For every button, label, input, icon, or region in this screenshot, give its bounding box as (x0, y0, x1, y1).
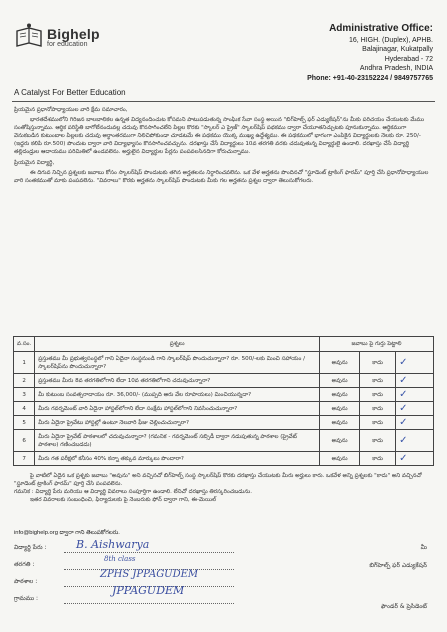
row-number: 5 (14, 416, 35, 430)
header-answer: జవాబు పై గుర్తు పెట్టాలి (320, 337, 434, 352)
tick-mark-icon: ✓ (399, 435, 408, 446)
table-header-row (14, 337, 434, 352)
table-row (14, 352, 434, 374)
letter-paragraph-1: భారతదేశములోని గిరిజన బాలబాలికల ఉన్నత విద్యనందించుట కోసమని పాటుపడుతున్న సాంఘిక సేవా సంస్థ అయిన "బిగ్‌హెల్ప్ ఫర్ ఎడ్యుకేషన్"ను మీకు పరిచయం చేయుటకు మేము సంతోషిస్తున్నాము. ఆర్థిక పరిస్థితి బాగోలేనందువల్ల చదువు కొనసాగించలేని పిల్లల కొరకు "స్కాలర్ ఎ ప్రైజ్" స్కాలర్‌షిప్ పథకము ద్వారా చేయూతనిచ్చుటకు పూనుకున్నాము. ఆర్థికముగా వెనుకబడిన కుటుంబాల పిల్లలకు చదువు అర్థాంతరముగా నిలిచిపోకుండా చూడటమే ఈ పథకము యొక్క ముఖ్య ఉద్దేశ్యము. ఈ పథకములో భాగంగా ఎంపికైన విద్యార్థులకు నెలకు రూ. 250/- (ఇద్దరు కలిపి రూ.500) పొందుట ద్వారా వారి విద్యాభ్యాసం కొనసాగించవచ్చును. దరఖాస్తు చేసే విద్యార్థులు 10వ తరగతి వరకు చదువుతున్న విద్యార్థులై ఉండాలి. దరఖాస్తు చేసే విద్యార్థి తల్లిదండ్రుల ఆదాయము పరిమితిలో ఉండవలెను. అర్హులైన విద్యార్థుల పేర్లను పంపవలసినదిగా కోరుచున్నాము. (14, 117, 425, 156)
table-row (14, 402, 434, 416)
village-label: గ్రామము : (14, 595, 39, 602)
table-row (14, 452, 434, 466)
tick-mark-icon: ✓ (399, 389, 408, 400)
office-address (233, 24, 433, 83)
village-line (64, 603, 234, 604)
tick-mark-icon: ✓ (399, 453, 408, 464)
tick-mark-icon: ✓ (399, 403, 408, 414)
row-number: 3 (14, 388, 35, 402)
office-line-3: Hyderabad - 72 (384, 55, 433, 63)
answer-no[interactable]: కాదు (360, 430, 396, 452)
answer-yes[interactable]: అవును (320, 388, 360, 402)
salutation: ప్రియమైన ప్రధానోపాధ్యాయుల వారి క్షేమ సమాచారం, (14, 107, 128, 113)
row-question: మీ కుటుంబ సంవత్సరాదాయం రూ. 36,000/- (ముప్పది ఆరు వేల రూపాయలు) మించియున్నదా? (35, 388, 320, 402)
table-row (14, 388, 434, 402)
answer-yes[interactable]: అవును (320, 416, 360, 430)
row-number: 7 (14, 452, 35, 466)
footer-contact: ఇతర వివరాలకు సంబంధించి, ఫిర్యాదులకు పై నెంబరుకు ఫోన్ ద్వారా గాని, ఈ-మెయిల్ (30, 497, 217, 504)
office-line-4: Andhra Pradesh, INDIA (359, 65, 433, 72)
brand-block (47, 26, 100, 48)
table-row (14, 416, 434, 430)
answer-yes[interactable]: అవును (320, 430, 360, 452)
footer-paragraph-1: పై వాటిలో ఏదైన ఒక ప్రశ్నకు జవాబు "అవును" అని వచ్చినచో బిగ్‌హెల్ప్ సంస్థ స్కాలర్‌షిప్ కొరకు దరఖాస్తు చేయుటకు మీరు అర్హులు కారు. ఒకవేళ అన్ని ప్రశ్నలకు "కాదు" అని వచ్చినచో "స్టూడెంట్ ట్రాకింగ్ ఫారమ్" పూర్తి చేసి పంపవలెను. (14, 473, 422, 488)
answer-no[interactable]: కాదు (360, 374, 396, 388)
header-divider (12, 101, 435, 102)
letter-paragraph-2: ఈ దిగువ నిచ్చిన ప్రశ్నలకు జవాబు కోసం స్కాలర్‌షిప్ పొందుటకు తగిన అర్హతలను నిర్ధారించవలెను. ఒక వేళ అర్హతను పొందినచో "స్టూడెంట్ ట్రాకింగ్ ఫారమ్" పూర్తి చేసి ప్రధానోపాధ్యాయుల వారి సంతకముతో మాకు పంపవలెను. "వివరాలు" కొరకు అర్హతను స్కాలర్‌షిప్ పొందుటకు మీకు గల అర్హతను ప్రశ్నల ద్వారా తెలుసుకోగలరు. (14, 169, 429, 184)
answer-tick-cell[interactable] (396, 452, 434, 466)
closing-org: బిగ్‌హెల్ప్ ఫర్ ఎడ్యుకేషన్ (369, 562, 427, 569)
office-line-1: 16, HIGH. (Duplex), APHB. (348, 36, 433, 44)
row-question: మీరు గత పరీక్షలో కనీసం 40% కన్నా తక్కువ మార్కులు పొందారా? (35, 452, 320, 466)
school-handwritten: ZPHS JPPAGUDEM (100, 569, 199, 580)
name-handwritten: B. Aishwarya (76, 538, 150, 551)
closing-you: మీ (420, 544, 427, 551)
book-logo-icon (14, 22, 44, 52)
answer-tick-cell[interactable] (396, 430, 434, 452)
office-line-2: Balajinagar, Kukatpally (362, 46, 433, 53)
row-number: 1 (14, 352, 35, 374)
brand-name: Bighelp (47, 26, 100, 42)
row-question: మీరు ఏదైనా ప్రైవేటు హాస్టల్లో ఉంటూ నెలవారి ఫీజు చెల్లించుచున్నారా? (35, 416, 320, 430)
answer-tick-cell[interactable] (396, 388, 434, 402)
office-heading: Administrative Office: (329, 23, 433, 34)
header-questions: ప్రశ్నలు (35, 337, 320, 352)
row-number: 6 (14, 430, 35, 452)
answer-tick-cell[interactable] (396, 416, 434, 430)
answer-no[interactable]: కాదు (360, 388, 396, 402)
table-row (14, 430, 434, 452)
row-question: మీరు గవర్నమెంట్ వారి ఏదైనా హాస్టల్‌లోగాని లేదా సంక్షేమ హాస్టల్‌లోగాని నివసించుచున్నారా? (35, 402, 320, 416)
answer-no[interactable]: కాదు (360, 352, 396, 374)
name-label: విద్యార్థి పేరు : (14, 544, 47, 551)
tick-mark-icon: ✓ (399, 357, 408, 368)
answer-tick-cell[interactable] (396, 352, 434, 374)
salutation-student: ప్రియమైన విద్యార్థి, (14, 159, 55, 166)
answer-no[interactable]: కాదు (360, 452, 396, 466)
tagline: A Catalyst For Better Education (14, 88, 126, 97)
name-line (64, 552, 234, 553)
eligibility-table (13, 336, 434, 466)
row-number: 4 (14, 402, 35, 416)
answer-tick-cell[interactable] (396, 374, 434, 388)
footer-note: గమనిక : విద్యార్థి పేరు మరియు ఆ విద్యార్థి వివరాలు సంపూర్తిగా ఉండాలి. లేనిచో దరఖాస్తు తిరస్కరించబడును. (14, 489, 252, 496)
footer-notes (14, 472, 433, 504)
office-phone: Phone: +91-40-23152224 / 9849757765 (307, 74, 433, 82)
row-question: మీరు ఏదైనా ప్రైవేట్ పాఠశాలలో చదువుచున్నారా? (గమనిక - గవర్నమెంట్ సబ్సిడీ ద్వారా నడుపుతున్న పాఠశాల (ప్రైవేట్ పాఠశాల) గణించబడదు) (35, 430, 320, 452)
header-serial: వ.సం. (14, 337, 35, 352)
answer-no[interactable]: కాదు (360, 402, 396, 416)
class-label: తరగతి : (14, 561, 35, 568)
row-question: ప్రస్తుతము మీ ప్రభుత్వసంస్థలో గాని ఏదైనా సంస్థనుండి గాని స్కాలర్‌షిప్ పొందుచున్నారా? రూ. 500/-లకు మించి సహాయం / స్కాలర్‌షిప్‌ను పొందుచున్నారా? (35, 352, 320, 374)
village-handwritten: JPPAGUDEM (112, 584, 185, 597)
class-handwritten: 8th class (104, 555, 136, 563)
answer-tick-cell[interactable] (396, 402, 434, 416)
answer-no[interactable]: కాదు (360, 416, 396, 430)
school-label: పాఠశాల : (14, 578, 38, 585)
tick-mark-icon: ✓ (399, 375, 408, 386)
answer-yes[interactable]: అవును (320, 352, 360, 374)
row-question: ప్రస్తుతము మీరు 8వ తరగతిలోగాని లేదా 10వ తరగతిలోగాని చదువుచున్నారా? (35, 374, 320, 388)
tick-mark-icon: ✓ (399, 417, 408, 428)
closing-signatory: ఫౌండర్ & ప్రెసిడెంట్ (380, 603, 427, 610)
letter-body (14, 106, 433, 187)
answer-yes[interactable]: అవును (320, 452, 360, 466)
contact-email: info@bighelp.org ద్వారా గాని తెలుపకోగలరు. (14, 530, 120, 536)
answer-yes[interactable]: అవును (320, 374, 360, 388)
row-number: 2 (14, 374, 35, 388)
brand-subtitle: for education (47, 41, 88, 48)
answer-yes[interactable]: అవును (320, 402, 360, 416)
table-row (14, 374, 434, 388)
